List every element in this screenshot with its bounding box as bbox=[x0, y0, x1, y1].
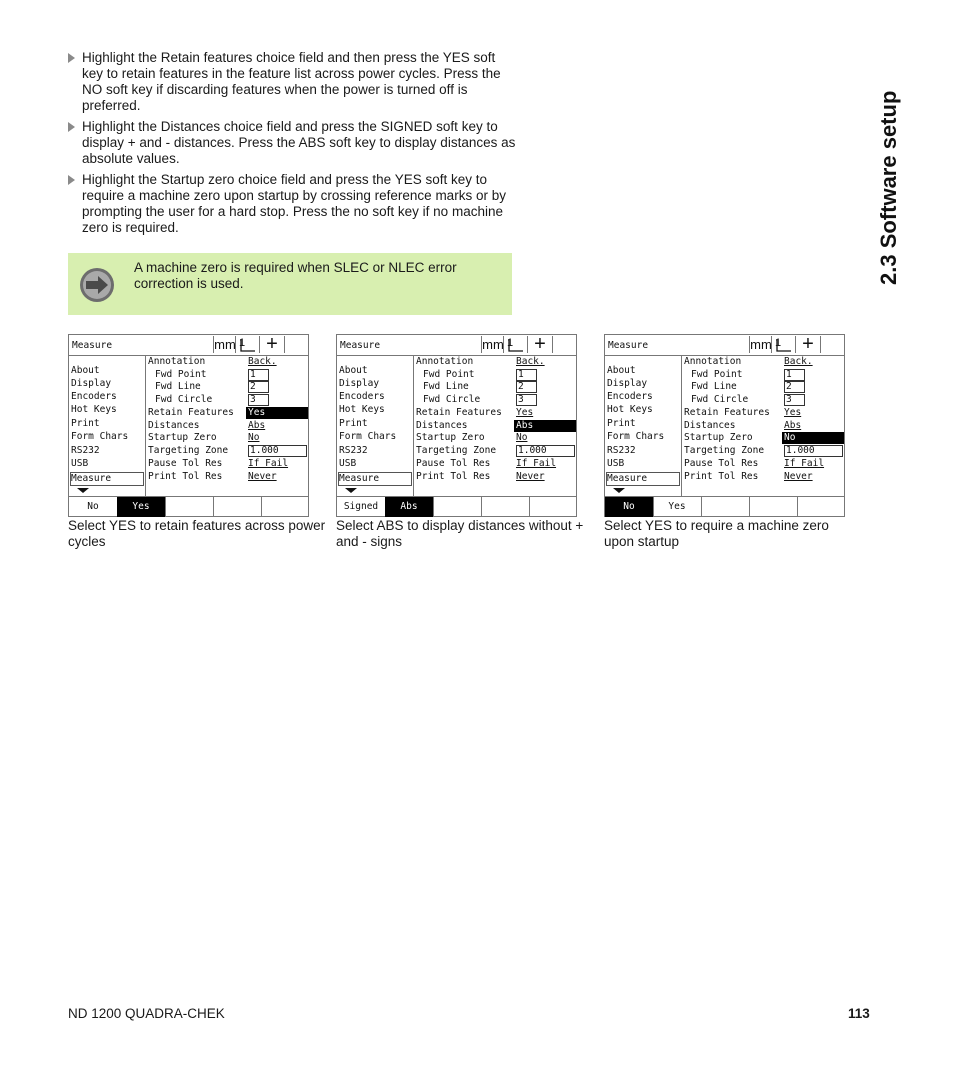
menu-item[interactable]: Form Chars bbox=[607, 431, 665, 442]
option-label: Distances bbox=[684, 420, 736, 431]
option-value[interactable]: Back. bbox=[516, 356, 545, 367]
option-label: Retain Features bbox=[416, 407, 502, 418]
softkey[interactable]: Yes bbox=[653, 497, 702, 517]
menu-item[interactable]: About bbox=[71, 365, 100, 376]
option-label: Distances bbox=[416, 420, 468, 431]
option-label: Distances bbox=[148, 420, 200, 431]
axis-indicator bbox=[771, 336, 796, 353]
screen-caption: Select YES to require a machine zero upon startup bbox=[604, 518, 829, 549]
menu-item[interactable]: About bbox=[607, 365, 636, 376]
options-panel bbox=[146, 356, 308, 496]
axis-bracket-icon bbox=[775, 338, 793, 352]
option-label: Retain Features bbox=[684, 407, 770, 418]
option-label: Pause Tol Res bbox=[684, 458, 759, 469]
option-value[interactable]: If Fail bbox=[248, 458, 289, 469]
option-value[interactable]: Abs bbox=[514, 420, 576, 432]
option-value[interactable]: Never bbox=[248, 471, 277, 482]
screen-caption: Select ABS to display distances without + and - signs bbox=[336, 518, 584, 549]
option-value[interactable]: 2 bbox=[784, 381, 805, 393]
instruction-text: Highlight the Retain features choice field and then press the YES soft key to retain features in the feature list across power cycles. Press the NO soft key if discarding features when the power is turned off is preferred. bbox=[82, 50, 501, 113]
option-label: Fwd Line bbox=[691, 381, 737, 392]
softkey[interactable] bbox=[165, 497, 214, 517]
menu-item[interactable]: Hot Keys bbox=[339, 404, 385, 415]
menu-item[interactable]: Display bbox=[339, 378, 380, 389]
screen-header bbox=[337, 335, 576, 356]
menu-item[interactable]: USB bbox=[607, 458, 625, 469]
screen-caption: Select YES to retain features across power cycles bbox=[68, 518, 326, 549]
bullet-triangle-icon bbox=[68, 122, 75, 132]
screen-title: Measure bbox=[72, 340, 113, 351]
scroll-down-icon[interactable] bbox=[77, 488, 89, 493]
menu-item[interactable]: Display bbox=[607, 378, 648, 389]
bullet-triangle-icon bbox=[68, 175, 75, 185]
screen-title: Measure bbox=[608, 340, 649, 351]
units-indicator: mm bbox=[214, 337, 236, 352]
device-screen bbox=[68, 334, 309, 517]
instruction-item bbox=[68, 172, 518, 236]
softkey-bar bbox=[605, 496, 844, 517]
softkey[interactable] bbox=[213, 497, 262, 517]
option-label: Startup Zero bbox=[416, 432, 485, 443]
arrow-right-icon bbox=[78, 266, 116, 304]
option-value[interactable]: 1.000 bbox=[248, 445, 307, 457]
menu-item[interactable]: Print bbox=[607, 418, 636, 429]
option-label: Retain Features bbox=[148, 407, 234, 418]
softkey[interactable] bbox=[701, 497, 750, 517]
crosshair-icon: + bbox=[527, 336, 553, 353]
softkey[interactable] bbox=[749, 497, 798, 517]
menu-item[interactable]: Encoders bbox=[71, 391, 117, 402]
axis-indicator bbox=[503, 336, 528, 353]
option-value[interactable]: Never bbox=[516, 471, 545, 482]
option-value[interactable]: 1.000 bbox=[516, 445, 575, 457]
units-indicator: mm bbox=[482, 337, 504, 352]
footer-product: ND 1200 QUADRA-CHEK bbox=[68, 1006, 225, 1021]
option-value[interactable]: No bbox=[248, 432, 260, 443]
option-label: Fwd Line bbox=[155, 381, 201, 392]
units-indicator: mm bbox=[750, 337, 772, 352]
softkey[interactable] bbox=[261, 497, 308, 517]
menu-item[interactable]: Measure bbox=[606, 472, 680, 486]
setup-menu bbox=[337, 356, 414, 496]
softkey[interactable]: No bbox=[605, 497, 654, 517]
option-label: Fwd Circle bbox=[423, 394, 481, 405]
option-value[interactable]: Yes bbox=[516, 407, 534, 418]
option-value[interactable]: 1 bbox=[516, 369, 537, 381]
screen-header bbox=[69, 335, 308, 356]
option-value[interactable]: If Fail bbox=[516, 458, 557, 469]
option-label: Targeting Zone bbox=[684, 445, 765, 456]
crosshair-icon: + bbox=[795, 336, 821, 353]
softkey-bar bbox=[69, 496, 308, 517]
menu-item[interactable]: Encoders bbox=[339, 391, 385, 402]
option-value[interactable]: Back. bbox=[248, 356, 277, 367]
option-label: Print Tol Res bbox=[684, 471, 759, 482]
option-value[interactable]: 3 bbox=[784, 394, 805, 406]
menu-item[interactable]: Print bbox=[71, 418, 100, 429]
option-label: Fwd Line bbox=[423, 381, 469, 392]
option-value[interactable]: 1 bbox=[248, 369, 269, 381]
option-value[interactable]: 1.000 bbox=[784, 445, 843, 457]
option-label: Startup Zero bbox=[684, 432, 753, 443]
option-value[interactable]: Never bbox=[784, 471, 813, 482]
softkey[interactable]: Signed bbox=[337, 497, 386, 517]
menu-item[interactable]: Print bbox=[339, 418, 368, 429]
menu-item[interactable]: USB bbox=[71, 458, 89, 469]
scroll-down-icon[interactable] bbox=[613, 488, 625, 493]
option-label: Fwd Point bbox=[691, 369, 743, 380]
instruction-item bbox=[68, 50, 518, 114]
option-value[interactable]: 3 bbox=[516, 394, 537, 406]
axis-bracket-icon bbox=[507, 338, 525, 352]
axis-number: 1 bbox=[239, 337, 246, 349]
option-value[interactable]: No bbox=[782, 432, 844, 444]
softkey[interactable] bbox=[481, 497, 530, 517]
option-label: Fwd Circle bbox=[155, 394, 213, 405]
option-label: Pause Tol Res bbox=[148, 458, 223, 469]
option-value[interactable]: 2 bbox=[248, 381, 269, 393]
axis-number: 1 bbox=[507, 337, 514, 349]
note-text: A machine zero is required when SLEC or NLEC error correction is used. bbox=[134, 260, 457, 291]
instruction-text: Highlight the Distances choice field and press the SIGNED soft key to display + and - distances. Press the ABS soft key to display distances as absolute values. bbox=[82, 119, 516, 166]
option-label: Startup Zero bbox=[148, 432, 217, 443]
option-label: Targeting Zone bbox=[416, 445, 497, 456]
option-value[interactable]: Abs bbox=[248, 420, 266, 431]
option-label: Pause Tol Res bbox=[416, 458, 491, 469]
option-value[interactable]: 3 bbox=[248, 394, 269, 406]
axis-bracket-icon bbox=[239, 338, 257, 352]
option-value[interactable]: If Fail bbox=[784, 458, 825, 469]
instruction-item bbox=[68, 119, 518, 167]
axis-number: 1 bbox=[775, 337, 782, 349]
setup-menu bbox=[69, 356, 146, 496]
menu-item[interactable]: RS232 bbox=[339, 445, 368, 456]
option-label: Annotation bbox=[148, 356, 206, 367]
option-label: Print Tol Res bbox=[148, 471, 223, 482]
softkey[interactable]: Abs bbox=[385, 497, 434, 517]
menu-item[interactable]: USB bbox=[339, 458, 357, 469]
option-label: Fwd Point bbox=[423, 369, 475, 380]
screen-title: Measure bbox=[340, 340, 381, 351]
option-value[interactable]: Yes bbox=[784, 407, 802, 418]
menu-item[interactable]: Form Chars bbox=[71, 431, 129, 442]
option-value[interactable]: Yes bbox=[246, 407, 308, 419]
scroll-down-icon[interactable] bbox=[345, 488, 357, 493]
axis-indicator bbox=[235, 336, 260, 353]
menu-item[interactable]: RS232 bbox=[71, 445, 100, 456]
option-value[interactable]: 1 bbox=[784, 369, 805, 381]
menu-item[interactable]: Hot Keys bbox=[607, 404, 653, 415]
setup-menu bbox=[605, 356, 682, 496]
option-label: Fwd Circle bbox=[691, 394, 749, 405]
menu-item[interactable]: Form Chars bbox=[339, 431, 397, 442]
softkey[interactable] bbox=[797, 497, 844, 517]
menu-item[interactable]: Measure bbox=[338, 472, 412, 486]
option-label: Targeting Zone bbox=[148, 445, 229, 456]
option-label: Annotation bbox=[684, 356, 742, 367]
device-screen bbox=[604, 334, 845, 517]
instruction-list bbox=[68, 50, 518, 241]
option-label: Annotation bbox=[416, 356, 474, 367]
options-panel bbox=[682, 356, 844, 496]
option-value[interactable]: Abs bbox=[784, 420, 802, 431]
instruction-text: Highlight the Startup zero choice field and press the YES soft key to require a machine zero upon startup by crossing reference marks or by prompting the user for a hard stop. Press the no soft key if no machine zero is required. bbox=[82, 172, 506, 235]
softkey[interactable] bbox=[433, 497, 482, 517]
softkey[interactable] bbox=[529, 497, 576, 517]
softkey-bar bbox=[337, 496, 576, 517]
option-value[interactable]: Back. bbox=[784, 356, 813, 367]
menu-item[interactable]: About bbox=[339, 365, 368, 376]
bullet-triangle-icon bbox=[68, 53, 75, 63]
page-number: 113 bbox=[848, 1006, 870, 1021]
menu-item[interactable]: Encoders bbox=[607, 391, 653, 402]
menu-item[interactable]: Measure bbox=[70, 472, 144, 486]
softkey[interactable]: No bbox=[69, 497, 118, 517]
menu-item[interactable]: Display bbox=[71, 378, 112, 389]
menu-item[interactable]: Hot Keys bbox=[71, 404, 117, 415]
menu-item[interactable]: RS232 bbox=[607, 445, 636, 456]
section-title: 2.3 Software setup bbox=[876, 90, 901, 285]
option-value[interactable]: No bbox=[516, 432, 528, 443]
option-value[interactable]: 2 bbox=[516, 381, 537, 393]
option-label: Fwd Point bbox=[155, 369, 207, 380]
note-box bbox=[68, 253, 512, 315]
options-panel bbox=[414, 356, 576, 496]
screen-header bbox=[605, 335, 844, 356]
device-screen bbox=[336, 334, 577, 517]
softkey[interactable]: Yes bbox=[117, 497, 166, 517]
crosshair-icon: + bbox=[259, 336, 285, 353]
option-label: Print Tol Res bbox=[416, 471, 491, 482]
